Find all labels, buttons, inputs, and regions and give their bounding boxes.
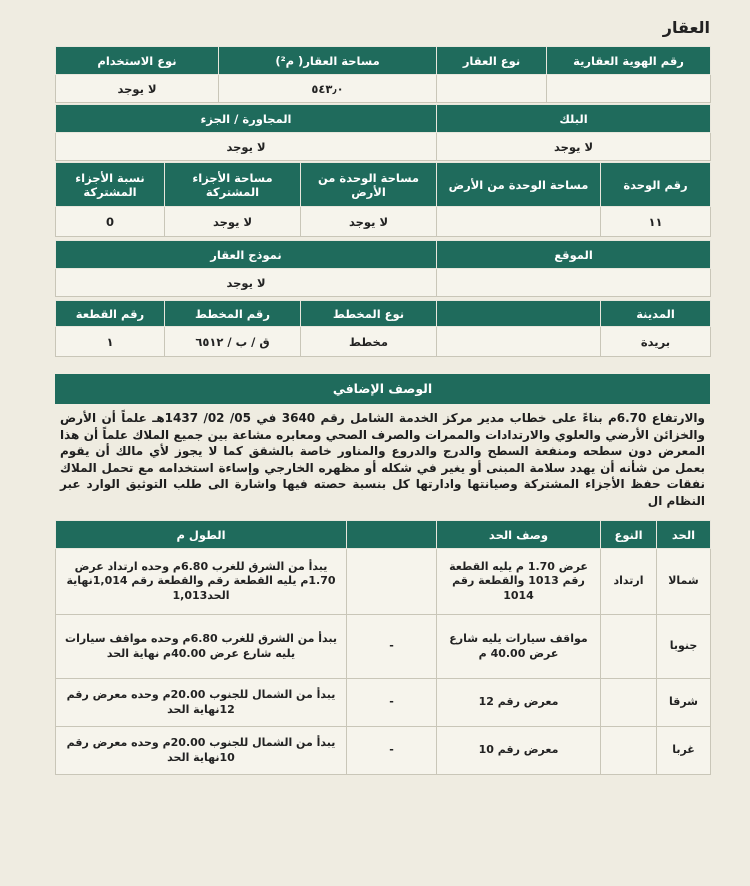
header-unit-land-area-1: مساحة الوحدة من الأرض bbox=[437, 163, 601, 207]
property-info-table bbox=[55, 46, 711, 103]
boundary-desc: عرض 1.70 م يليه القطعة رقم 1013 والقطعة رقم 1014 bbox=[437, 549, 601, 615]
boundary-mid bbox=[347, 549, 437, 615]
boundary-mid: - bbox=[347, 727, 437, 775]
block-table bbox=[55, 104, 711, 161]
boundary-mid: - bbox=[347, 615, 437, 679]
boundary-type: ارتداد bbox=[601, 549, 657, 615]
boundary-length: يبدأ من الشمال للجنوب 20.00م وحده معرض رقم 12نهاية الحد bbox=[56, 679, 347, 727]
header-boundary-length: الطول م bbox=[56, 521, 347, 549]
boundaries-table bbox=[55, 520, 711, 775]
header-unit-land-area-2: مساحة الوحدة من الأرض bbox=[301, 163, 437, 207]
boundary-mid: - bbox=[347, 679, 437, 727]
table-row bbox=[56, 549, 711, 615]
boundary-side: شرقا bbox=[657, 679, 711, 727]
header-usage-type: نوع الاستخدام bbox=[56, 47, 219, 75]
header-location: الموقع bbox=[437, 241, 711, 269]
header-boundary-side: الحد bbox=[657, 521, 711, 549]
extra-description-text: والارتفاع 6.70م بناءً على خطاب مدير مركز الخدمة الشامل رقم 3640 في 05/ 02/ 1437هـ علماً أن الأرض والخزائن الأرضي والعلوي والارتدادات والممرات والصرف الصحي ومعابره مشاعة بين جميع الملاك علماً أن هذا المعرض دون سطحه ومنفعة السطح والدرج والدروع والمناور خاصة بالشقق كما لا يجوز لأي مالك أن يقوم بعمل من شأنه أن يهدد سلامة المبنى أو يغير في شكله أو مظهره الخارجي وإساءة استخدامه مع تحمل الملاك نفقات حفظ الأجزاء المشتركة وصيانتها وادارتها كل بنسبة حصته فيها واشارة الى طلب التوثيق الوارد عبر النظام ال bbox=[60, 411, 705, 508]
value-shared-ratio: 0 bbox=[56, 207, 165, 237]
value-plot-number: ١ bbox=[56, 327, 165, 357]
header-property-type: نوع العقار bbox=[437, 47, 547, 75]
boundary-type bbox=[601, 727, 657, 775]
header-boundary-type: النوع bbox=[601, 521, 657, 549]
header-boundary-desc: وصف الحد bbox=[437, 521, 601, 549]
header-shared-area: مساحة الأجزاء المشتركة bbox=[165, 163, 301, 207]
value-usage-type: لا يوجد bbox=[56, 75, 219, 103]
boundary-type bbox=[601, 679, 657, 727]
extra-description-header: الوصف الإضافي bbox=[55, 374, 710, 404]
value-property-area: ٥٤٣٫٠ bbox=[219, 75, 437, 103]
boundary-length: يبدأ من الشرق للغرب 6.80م وحده مواقف سيارات يليه شارع عرض 40.00م نهاية الحد bbox=[56, 615, 347, 679]
header-plan-number: رقم المخطط bbox=[165, 301, 301, 327]
table-row bbox=[56, 679, 711, 727]
table-row bbox=[56, 727, 711, 775]
value-unit-land-area-1 bbox=[437, 207, 601, 237]
boundary-side: غربا bbox=[657, 727, 711, 775]
value-property-model: لا يوجد bbox=[56, 269, 437, 297]
value-plan-number: ق / ب / ٦٥١٢ bbox=[165, 327, 301, 357]
header-block: البلك bbox=[437, 105, 711, 133]
value-property-id bbox=[547, 75, 711, 103]
value-unit-land-area-2: لا يوجد bbox=[301, 207, 437, 237]
location-table bbox=[55, 240, 711, 297]
header-boundary-blank bbox=[347, 521, 437, 549]
header-property-area: مساحة العقار( م²) bbox=[219, 47, 437, 75]
boundary-desc: مواقف سيارات يليه شارع عرض 40.00 م bbox=[437, 615, 601, 679]
header-unit-number: رقم الوحدة bbox=[601, 163, 711, 207]
boundary-type bbox=[601, 615, 657, 679]
boundary-side: جنوبا bbox=[657, 615, 711, 679]
value-location bbox=[437, 269, 711, 297]
value-unit-number: ١١ bbox=[601, 207, 711, 237]
boundary-desc: معرض رقم 12 bbox=[437, 679, 601, 727]
header-plot-number: رقم القطعة bbox=[56, 301, 165, 327]
value-city: بريدة bbox=[601, 327, 711, 357]
boundary-desc: معرض رقم 10 bbox=[437, 727, 601, 775]
header-city: المدينة bbox=[601, 301, 711, 327]
boundary-length: يبدأ من الشمال للجنوب 20.00م وحده معرض رقم 10نهاية الحد bbox=[56, 727, 347, 775]
value-shared-area: لا يوجد bbox=[165, 207, 301, 237]
plan-table bbox=[55, 300, 711, 357]
page-title: العقار bbox=[662, 18, 710, 37]
unit-table bbox=[55, 162, 711, 237]
table-row bbox=[56, 615, 711, 679]
value-block: لا يوجد bbox=[437, 133, 711, 161]
header-property-id: رقم الهوية العقارية bbox=[547, 47, 711, 75]
header-plan-type: نوع المخطط bbox=[301, 301, 437, 327]
value-district bbox=[437, 327, 601, 357]
header-neighborhood: المجاورة / الجزء bbox=[56, 105, 437, 133]
header-district bbox=[437, 301, 601, 327]
value-neighborhood: لا يوجد bbox=[56, 133, 437, 161]
header-shared-ratio: نسبة الأجزاء المشتركة bbox=[56, 163, 165, 207]
header-property-model: نموذج العقار bbox=[56, 241, 437, 269]
boundary-length: يبدأ من الشرق للغرب 6.80م وحده ارتداد عرض 1.70م يليه القطعة رقم والقطعة رقم 1,014نهاية الحد1,013 bbox=[56, 549, 347, 615]
value-plan-type: مخطط bbox=[301, 327, 437, 357]
boundary-side: شمالا bbox=[657, 549, 711, 615]
value-property-type bbox=[437, 75, 547, 103]
